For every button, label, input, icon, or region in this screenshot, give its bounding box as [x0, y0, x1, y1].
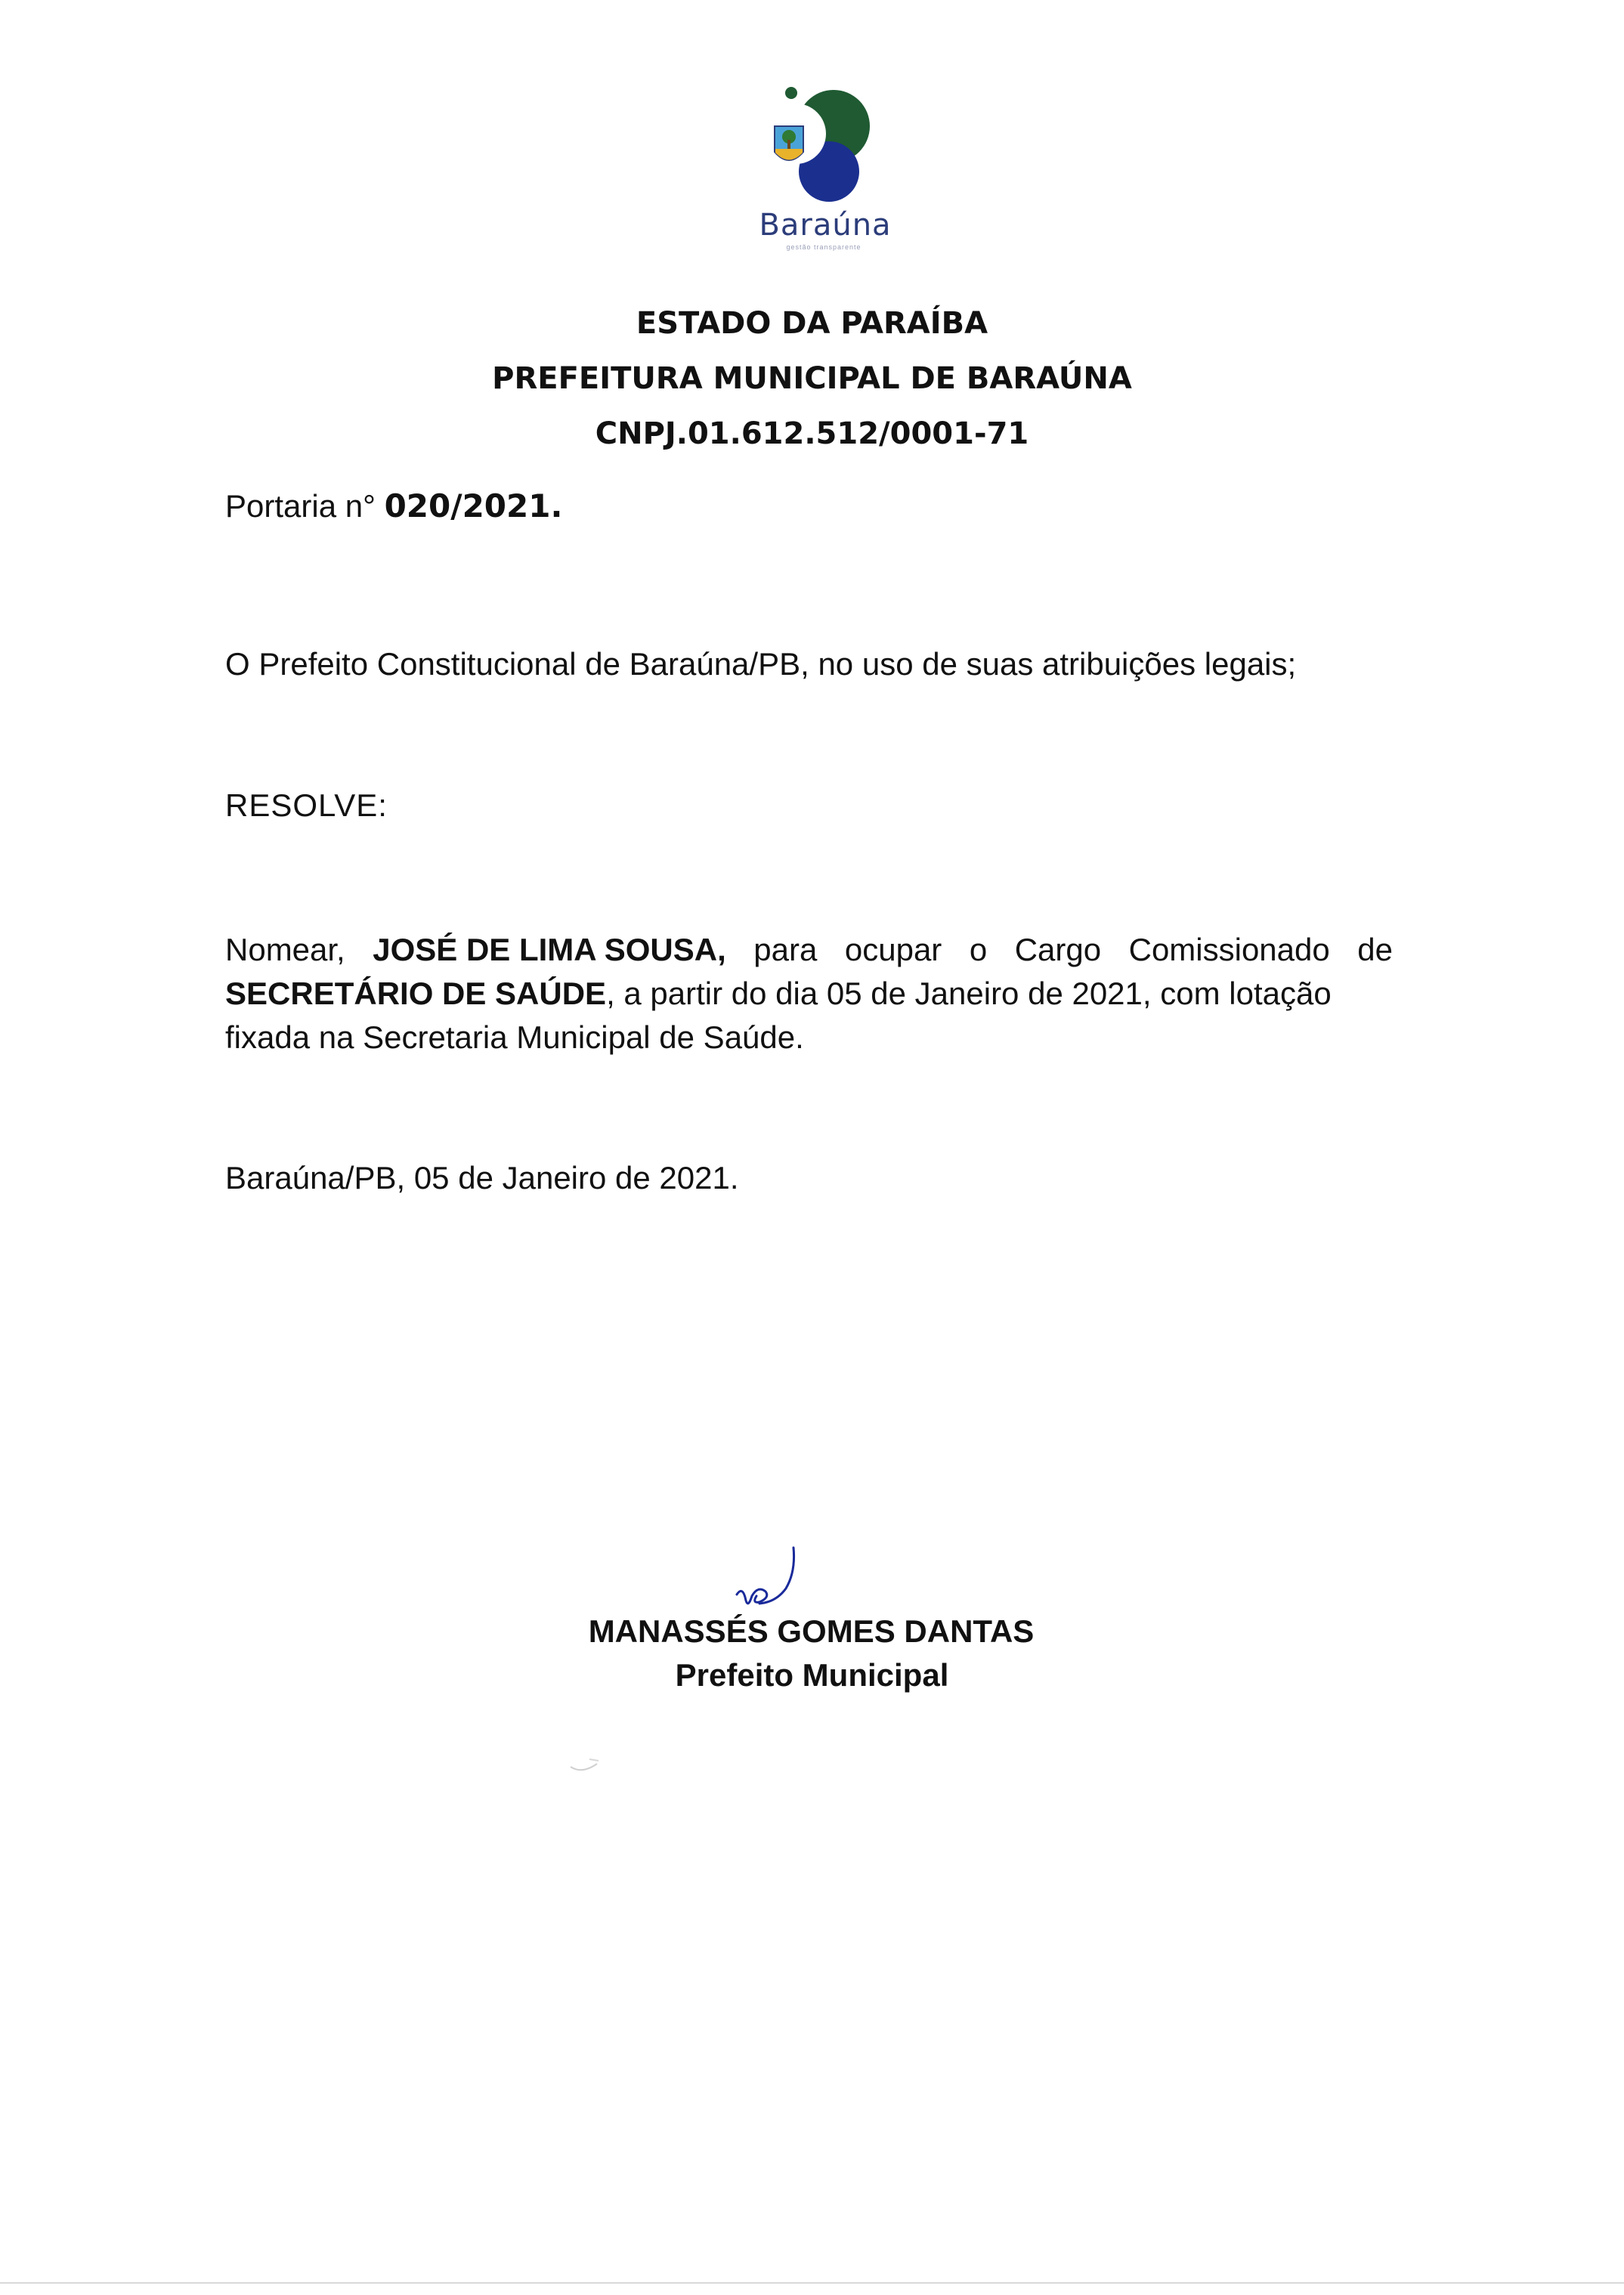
appointee-name: JOSÉ DE LIMA SOUSA, — [373, 932, 726, 967]
signer-name: MANASSÉS GOMES DANTAS — [588, 1613, 1035, 1649]
header-state: ESTADO DA PARAÍBA — [636, 306, 988, 341]
body-line-3: fixada na Secretaria Municipal de Saúde. — [225, 1019, 804, 1055]
body-line-1 — [225, 928, 1393, 972]
body-word: o — [969, 932, 988, 967]
shield-icon — [775, 126, 803, 160]
body-word: Cargo — [1014, 932, 1102, 967]
body-line-2-rest: , a partir do dia 05 de Janeiro de 2021, com lotação — [606, 976, 1332, 1011]
signer-role: Prefeito Municipal — [675, 1657, 949, 1693]
body-word: ocupar — [844, 932, 942, 967]
body-word: para — [753, 932, 818, 967]
document-date: Baraúna/PB, 05 de Janeiro de 2021. — [225, 1160, 739, 1195]
appointee-role: SECRETÁRIO DE SAÚDE — [225, 976, 607, 1011]
logo-tagline: gestão transparente — [786, 243, 861, 251]
resolve-heading: RESOLVE: — [225, 787, 388, 823]
body-word: Nomear, — [225, 932, 345, 967]
header-prefecture: PREFEITURA MUNICIPAL DE BARAÚNA — [492, 361, 1132, 396]
scan-edge-line — [0, 2282, 1624, 2284]
intro-paragraph: O Prefeito Constitucional de Baraúna/PB, no uso de suas atribuições legais; — [225, 646, 1297, 682]
scan-smudge — [567, 1753, 605, 1776]
portaria-number: 020/2021. — [384, 487, 563, 524]
portaria-prefix: Portaria n° — [225, 488, 385, 524]
body-word: de — [1357, 932, 1393, 967]
logo-green-dot — [785, 87, 797, 99]
body-line-2 — [225, 972, 1393, 1016]
header-cnpj: CNPJ.01.612.512/0001-71 — [595, 416, 1029, 451]
document-header — [0, 296, 1624, 462]
signature-block — [0, 1610, 1624, 1697]
logo-name: Baraúna — [759, 208, 892, 243]
body-word: Comissionado — [1128, 932, 1330, 967]
body-paragraph — [225, 928, 1393, 1059]
portaria-line — [225, 487, 562, 524]
